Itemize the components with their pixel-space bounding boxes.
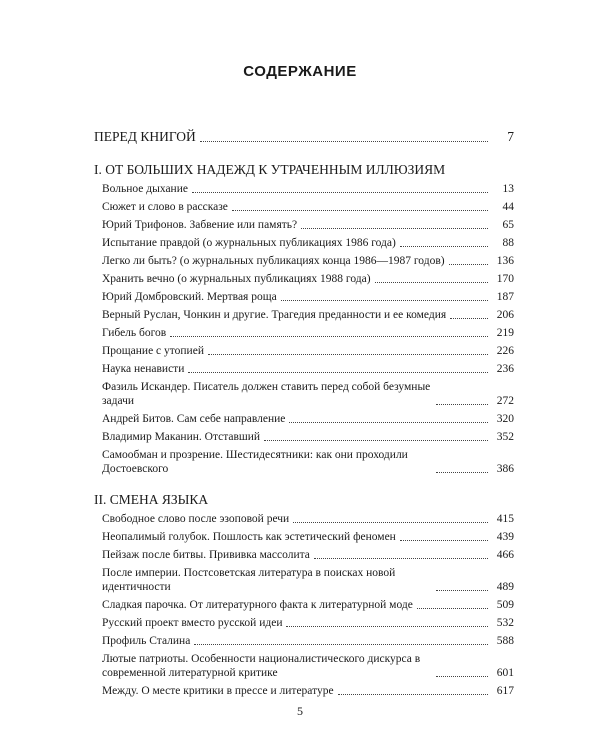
dot-leader <box>436 590 488 591</box>
toc-entry[interactable] <box>94 548 514 562</box>
toc-entry-label: Андрей Битов. Сам себе направление <box>102 413 286 425</box>
toc-entry[interactable] <box>94 182 514 196</box>
toc-entry-page: 466 <box>496 549 514 561</box>
toc-entry-label: Свободное слово после эзоповой речи <box>102 513 290 525</box>
toc-entry[interactable] <box>94 236 514 250</box>
dot-leader <box>338 694 488 695</box>
toc-entry-label: Лютые патриоты. Особенности националистического дискурса в современной литературной критике <box>102 653 421 679</box>
toc-entry-label: Фазиль Искандер. Писатель должен ставить перед собой безумные задачи <box>102 381 431 407</box>
toc-entry-label: Пейзаж после битвы. Прививка массолита <box>102 549 310 561</box>
toc-entry[interactable] <box>94 616 514 630</box>
toc-entry[interactable] <box>94 362 514 376</box>
toc-entry[interactable] <box>94 254 514 268</box>
dot-leader <box>436 472 488 473</box>
toc-entry-page: 617 <box>496 685 514 697</box>
toc-entry-label: ПЕРЕД КНИГОЙ <box>94 129 196 144</box>
dot-leader <box>400 246 488 247</box>
dot-leader <box>192 192 488 193</box>
toc-entry-page: 206 <box>496 309 514 321</box>
toc-entry[interactable] <box>94 344 514 358</box>
toc-entry-label: Хранить вечно (о журнальных публикациях 1988 года) <box>102 273 371 285</box>
toc-entry-label: Профиль Сталина <box>102 635 191 647</box>
toc-entry-page: 439 <box>496 531 514 543</box>
toc-entry-page: 272 <box>496 395 514 407</box>
toc-entry-page: 7 <box>507 129 514 144</box>
dot-leader <box>400 540 488 541</box>
dot-leader <box>314 558 488 559</box>
toc-entry-page: 588 <box>496 635 514 647</box>
toc-entry-preface[interactable] <box>94 129 514 145</box>
toc-entry-label: Владимир Маканин. Отставший <box>102 431 261 443</box>
toc-entry-label: Юрий Трифонов. Забвение или память? <box>102 219 298 231</box>
toc-entry-label: Неопалимый голубок. Пошлость как эстетический феномен <box>102 531 396 543</box>
dot-leader <box>200 141 488 142</box>
toc-entry-label: Легко ли быть? (о журнальных публикациях конца 1986—1987 годов) <box>102 255 445 267</box>
toc-entry[interactable] <box>94 512 514 526</box>
dot-leader <box>208 354 488 355</box>
dot-leader <box>293 522 488 523</box>
dot-leader <box>449 264 488 265</box>
toc-entry[interactable] <box>94 684 514 698</box>
toc-entry-page: 219 <box>496 327 514 339</box>
dot-leader <box>417 608 488 609</box>
toc-section-label: I. ОТ БОЛЬШИХ НАДЕЖД К УТРАЧЕННЫМ ИЛЛЮЗИЯМ <box>94 162 446 177</box>
dot-leader <box>188 372 488 373</box>
toc-entry[interactable] <box>94 272 514 286</box>
toc-entry-page: 88 <box>502 237 514 249</box>
toc-entry-page: 352 <box>496 431 514 443</box>
dot-leader <box>289 422 488 423</box>
toc-entry[interactable] <box>94 652 514 680</box>
toc-entry-page: 44 <box>502 201 514 213</box>
toc-entry-label: Испытание правдой (о журнальных публикациях 1986 года) <box>102 237 396 249</box>
toc-entry-label: Между. О месте критики в прессе и литературе <box>102 685 334 697</box>
toc-entry[interactable] <box>94 634 514 648</box>
toc-entry-page: 532 <box>496 617 514 629</box>
dot-leader <box>232 210 488 211</box>
toc-section-heading[interactable] <box>94 492 514 508</box>
toc-entry[interactable] <box>94 290 514 304</box>
toc-entry-page: 170 <box>496 273 514 285</box>
toc-entry-label: Верный Руслан, Чонкин и другие. Трагедия преданности и ее комедия <box>102 309 447 321</box>
dot-leader <box>301 228 488 229</box>
toc-entry-label: Самообман и прозрение. Шестидесятники: как они проходили Достоевского <box>102 449 408 475</box>
toc-entry-label: Юрий Домбровский. Мертвая роща <box>102 291 277 303</box>
dot-leader <box>286 626 488 627</box>
dot-leader <box>450 318 488 319</box>
toc-entry[interactable] <box>94 430 514 444</box>
toc-entry-page: 187 <box>496 291 514 303</box>
toc-entry-label: Сюжет и слово в рассказе <box>102 201 228 213</box>
toc-entry[interactable] <box>94 218 514 232</box>
toc-entry-label: После империи. Постсоветская литература в поисках новой идентичности <box>102 567 396 593</box>
toc-entry[interactable] <box>94 326 514 340</box>
toc-entry-page: 226 <box>496 345 514 357</box>
page-title: СОДЕРЖАНИЕ <box>243 63 357 80</box>
toc-entry-page: 601 <box>496 667 514 679</box>
toc-entry[interactable] <box>94 598 514 612</box>
toc-entry-label: Сладкая парочка. От литературного факта к литературной моде <box>102 599 413 611</box>
toc-entry-page: 65 <box>502 219 514 231</box>
dot-leader <box>436 404 488 405</box>
dot-leader <box>264 440 488 441</box>
toc-entry-page: 136 <box>496 255 514 267</box>
dot-leader <box>375 282 488 283</box>
page-number: 5 <box>297 704 303 718</box>
dot-leader <box>170 336 488 337</box>
dot-leader <box>194 644 488 645</box>
toc-entry[interactable] <box>94 566 514 594</box>
toc-entry[interactable] <box>94 412 514 426</box>
toc-section-label: II. СМЕНА ЯЗЫКА <box>94 492 209 507</box>
toc-entry-page: 236 <box>496 363 514 375</box>
toc-entry[interactable] <box>94 200 514 214</box>
toc-entry-label: Наука ненависти <box>102 363 185 375</box>
toc-entry[interactable] <box>94 448 514 476</box>
toc-entry-page: 509 <box>496 599 514 611</box>
toc-sections <box>94 162 514 698</box>
toc-entry-page: 415 <box>496 513 514 525</box>
toc-section-heading[interactable] <box>94 162 514 178</box>
toc-entry[interactable] <box>94 380 514 408</box>
table-of-contents <box>94 129 514 702</box>
toc-entry-page: 489 <box>496 581 514 593</box>
toc-entry[interactable] <box>94 308 514 322</box>
toc-entry-page: 386 <box>496 463 514 475</box>
toc-entry-page: 320 <box>496 413 514 425</box>
toc-entry-page: 13 <box>502 183 514 195</box>
dot-leader <box>281 300 488 301</box>
toc-entry-label: Вольное дыхание <box>102 183 188 195</box>
toc-entry-label: Гибель богов <box>102 327 167 339</box>
toc-entry-label: Прощание с утопией <box>102 345 204 357</box>
toc-entry-label: Русский проект вместо русской идеи <box>102 617 283 629</box>
dot-leader <box>436 676 488 677</box>
toc-entry[interactable] <box>94 530 514 544</box>
